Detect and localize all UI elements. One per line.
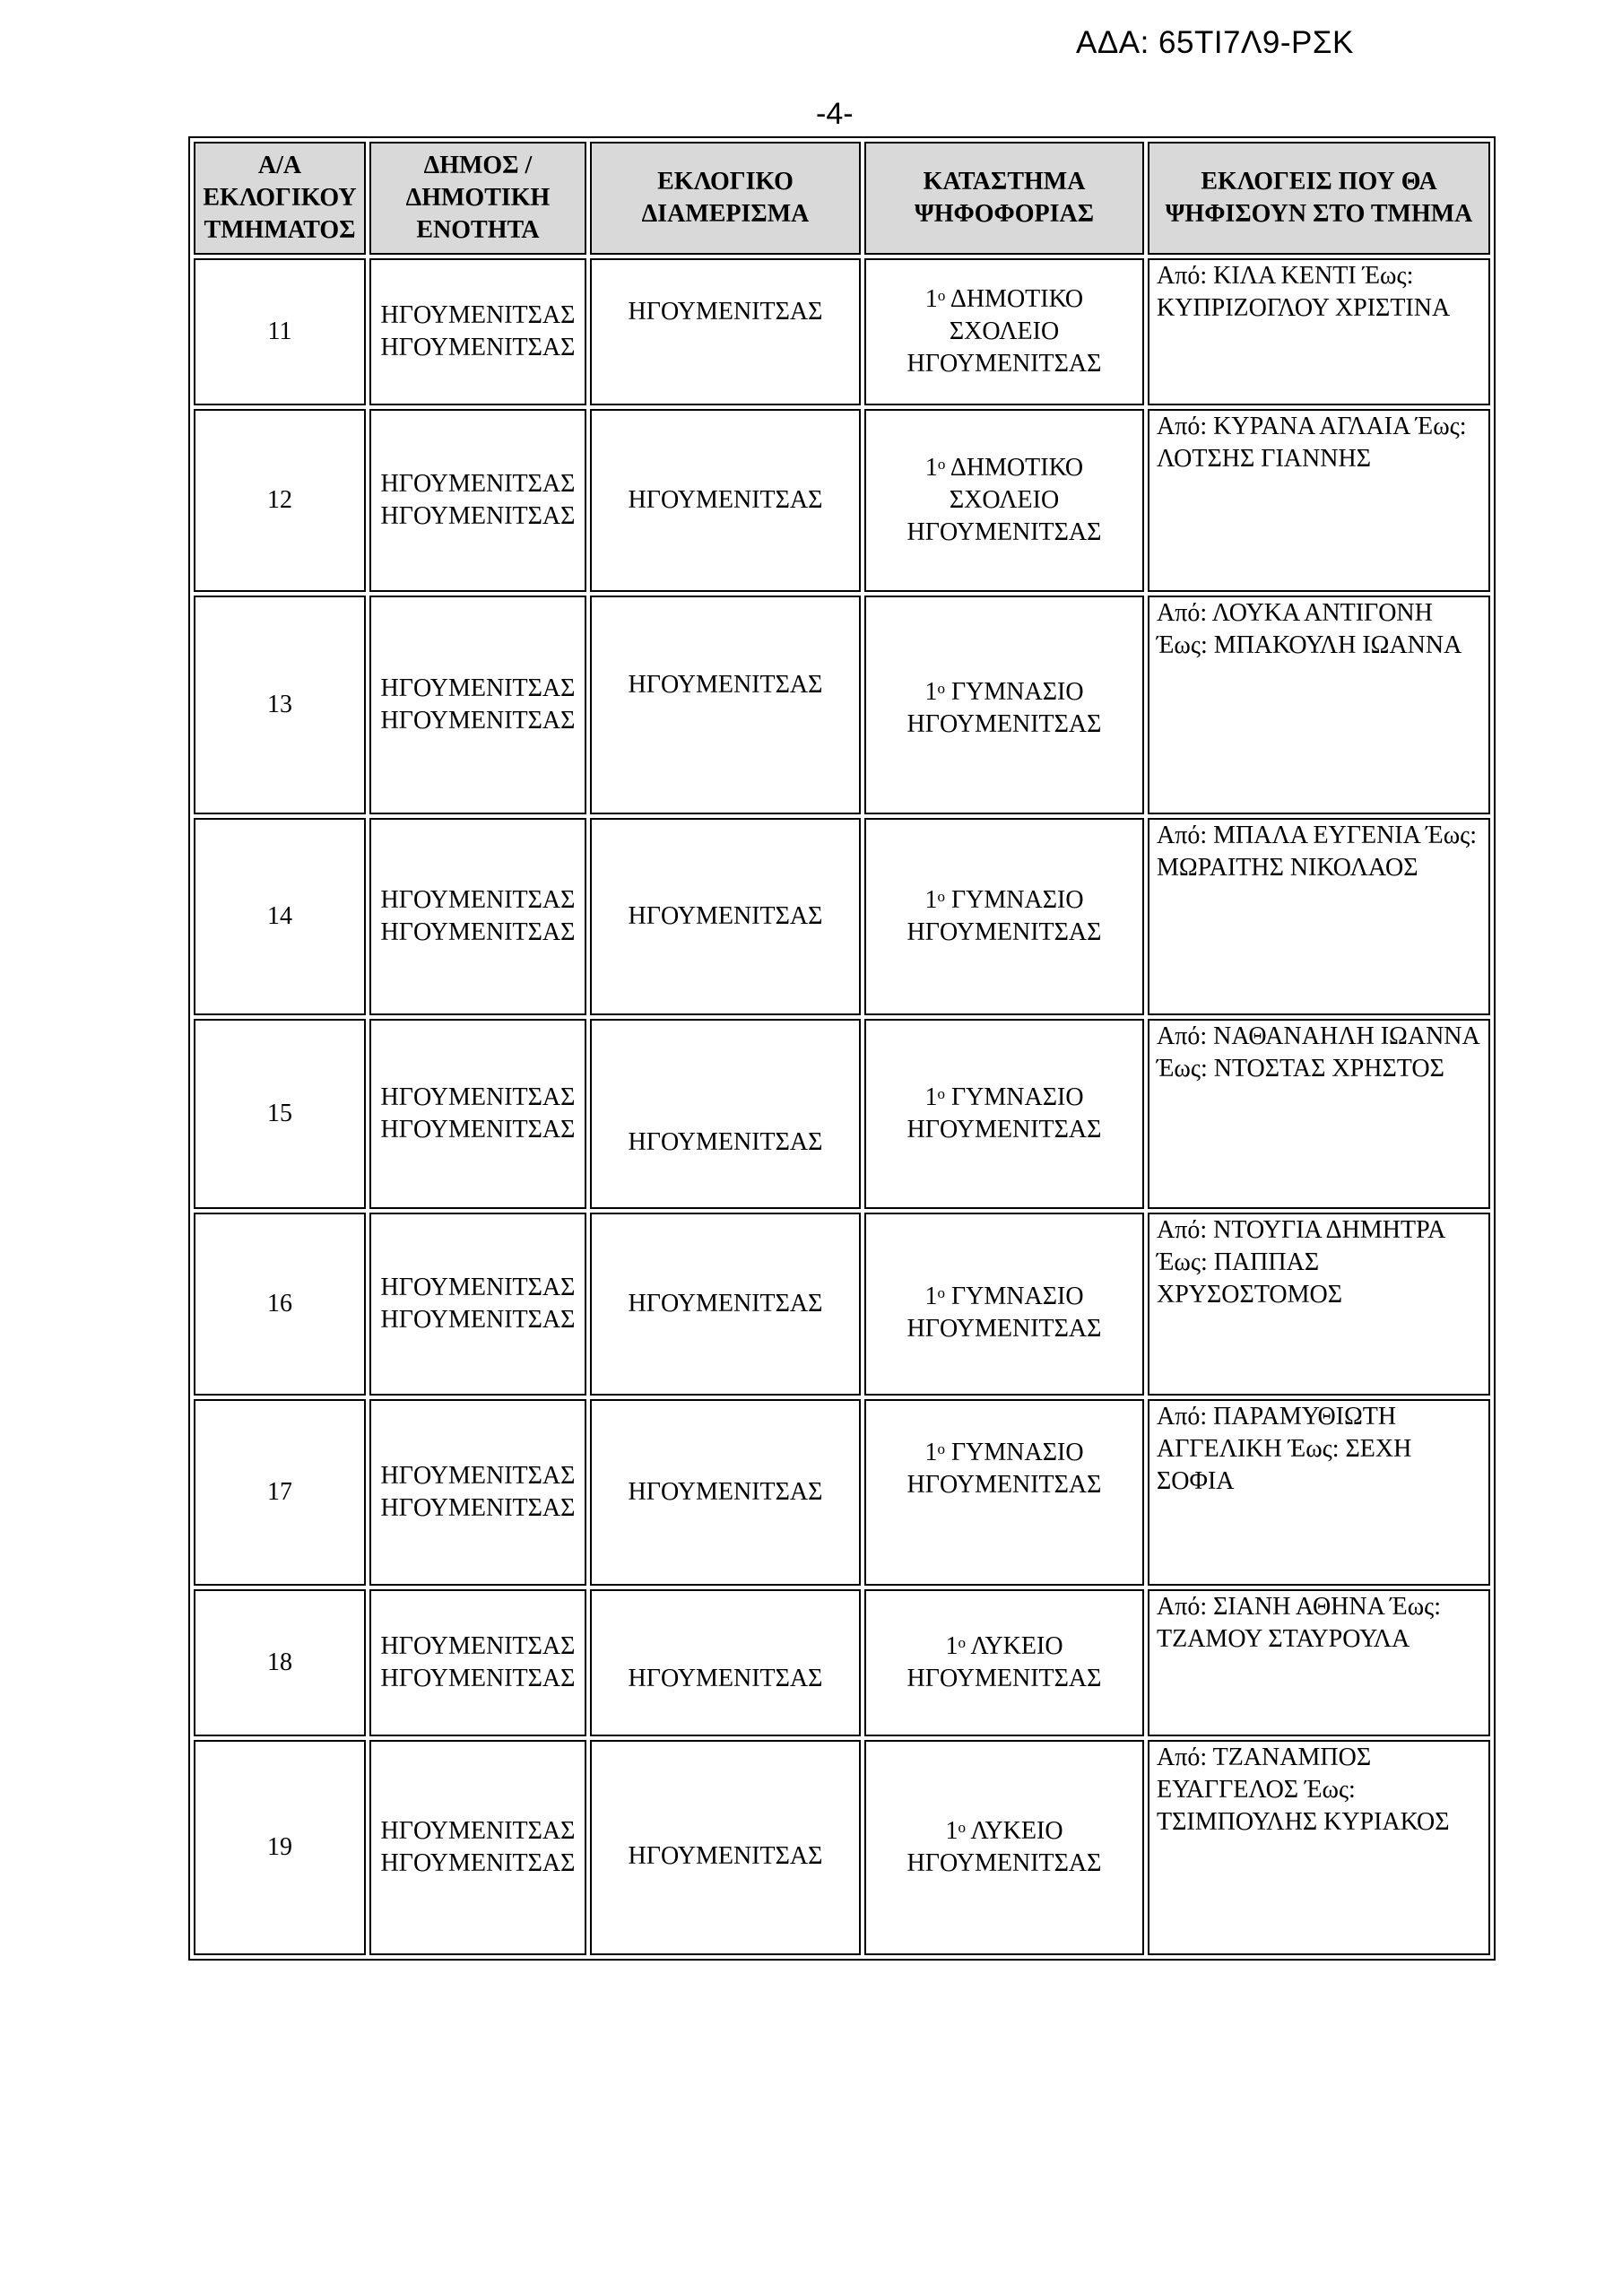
table-row [194, 818, 1490, 1015]
municipality-name: ΗΓΟΥΜΕΝΙΤΣΑΣ [380, 1817, 576, 1845]
municipality-name: ΗΓΟΥΜΕΝΙΤΣΑΣ [380, 886, 576, 914]
table-row [194, 1589, 1490, 1736]
section-number: 16 [194, 1213, 366, 1396]
polling-station: $1^o$ ΓΥΜΝΑΣΙΟ ΗΓΟΥΜΕΝΙΤΣΑΣ [864, 818, 1144, 1015]
municipality-cell [369, 596, 586, 814]
section-number: 19 [194, 1740, 366, 1955]
voters-range: Από: ΚΥΡΑΝΑ ΑΓΛΑΙΑ Έως: ΛΟΤΣΗΣ ΓΙΑΝΝΗΣ [1148, 409, 1490, 592]
voters-range: Από: ΜΠΑΛΑ ΕΥΓΕΝΙΑ Έως: ΜΩΡΑΙΤΗΣ ΝΙΚΟΛΑΟΣ [1148, 818, 1490, 1015]
table-row [194, 258, 1490, 405]
polling-station: $1^o$ ΓΥΜΝΑΣΙΟ ΗΓΟΥΜΕΝΙΤΣΑΣ [864, 596, 1144, 814]
municipality-cell [369, 1399, 586, 1586]
column-header: ΚΑΤΑΣΤΗΜΑ ΨΗΦΟΦΟΡΙΑΣ [864, 142, 1144, 255]
document-id: ΑΔΑ: 65ΤΙ7Λ9-ΡΣΚ [1076, 25, 1354, 60]
municipal-unit-name: ΗΓΟΥΜΕΝΙΤΣΑΣ [380, 918, 576, 946]
voters-range: Από: ΛΟΥΚΑ ΑΝΤΙΓΟΝΗ Έως: ΜΠΑΚΟΥΛΗ ΙΩΑΝΝΑ [1148, 596, 1490, 814]
polling-station: $1^o$ ΔΗΜΟΤΙΚΟ ΣΧΟΛΕΙΟ ΗΓΟΥΜΕΝΙΤΣΑΣ [864, 409, 1144, 592]
voters-range: Από: ΠΑΡΑΜΥΘΙΩΤΗ ΑΓΓΕΛΙΚΗ Έως: ΣΕΧΗ ΣΟΦΙΑ [1148, 1399, 1490, 1586]
column-header: ΕΚΛΟΓΕΙΣ ΠΟΥ ΘΑ ΨΗΦΙΣΟΥΝ ΣΤΟ ΤΜΗΜΑ [1148, 142, 1490, 255]
table-row [194, 1399, 1490, 1586]
polling-station: $1^o$ ΓΥΜΝΑΣΙΟ ΗΓΟΥΜΕΝΙΤΣΑΣ [864, 1213, 1144, 1396]
column-header: ΕΚΛΟΓΙΚΟ ΔΙΑΜΕΡΙΣΜΑ [590, 142, 861, 255]
municipality-name: ΗΓΟΥΜΕΝΙΤΣΑΣ [380, 674, 576, 702]
electoral-district: ΗΓΟΥΜΕΝΙΤΣΑΣ [590, 1399, 861, 1586]
voters-range: Από: ΤΖΑΝΑΜΠΟΣ ΕΥΑΓΓΕΛΟΣ Έως: ΤΣΙΜΠΟΥΛΗΣ ΚΥΡΙΑΚΟΣ [1148, 1740, 1490, 1955]
page-number: -4- [816, 97, 854, 131]
municipality-cell [369, 1213, 586, 1396]
polling-station: $1^o$ ΓΥΜΝΑΣΙΟ ΗΓΟΥΜΕΝΙΤΣΑΣ [864, 1399, 1144, 1586]
voters-range: Από: ΝΤΟΥΓΙΑ ΔΗΜΗΤΡΑ Έως: ΠΑΠΠΑΣ ΧΡΥΣΟΣΤΟΜΟΣ [1148, 1213, 1490, 1396]
municipality-name: ΗΓΟΥΜΕΝΙΤΣΑΣ [380, 1632, 576, 1660]
polling-sections-table [188, 136, 1496, 1961]
table-row [194, 1213, 1490, 1396]
electoral-district: ΗΓΟΥΜΕΝΙΤΣΑΣ [590, 596, 861, 814]
polling-station: $1^o$ ΛΥΚΕΙΟ ΗΓΟΥΜΕΝΙΤΣΑΣ [864, 1740, 1144, 1955]
section-number: 17 [194, 1399, 366, 1586]
voters-range: Από: ΝΑΘΑΝΑΗΛΗ ΙΩΑΝΝΑ Έως: ΝΤΟΣΤΑΣ ΧΡΗΣΤΟΣ [1148, 1019, 1490, 1209]
municipality-name: ΗΓΟΥΜΕΝΙΤΣΑΣ [380, 470, 576, 498]
municipality-name: ΗΓΟΥΜΕΝΙΤΣΑΣ [380, 1462, 576, 1490]
section-number: 11 [194, 258, 366, 405]
municipality-cell [369, 409, 586, 592]
table-row [194, 596, 1490, 814]
section-number: 12 [194, 409, 366, 592]
municipality-name: ΗΓΟΥΜΕΝΙΤΣΑΣ [380, 301, 576, 329]
municipal-unit-name: ΗΓΟΥΜΕΝΙΤΣΑΣ [380, 1665, 576, 1692]
municipal-unit-name: ΗΓΟΥΜΕΝΙΤΣΑΣ [380, 502, 576, 530]
electoral-district: ΗΓΟΥΜΕΝΙΤΣΑΣ [590, 818, 861, 1015]
municipal-unit-name: ΗΓΟΥΜΕΝΙΤΣΑΣ [380, 707, 576, 735]
municipality-cell [369, 1019, 586, 1209]
municipal-unit-name: ΗΓΟΥΜΕΝΙΤΣΑΣ [380, 1849, 576, 1877]
municipality-name: ΗΓΟΥΜΕΝΙΤΣΑΣ [380, 1274, 576, 1301]
municipality-cell [369, 818, 586, 1015]
column-header: ΔΗΜΟΣ / ΔΗΜΟΤΙΚΗ ΕΝΟΤΗΤΑ [369, 142, 586, 255]
municipal-unit-name: ΗΓΟΥΜΕΝΙΤΣΑΣ [380, 1494, 576, 1522]
polling-station: $1^o$ ΓΥΜΝΑΣΙΟ ΗΓΟΥΜΕΝΙΤΣΑΣ [864, 1019, 1144, 1209]
electoral-district: ΗΓΟΥΜΕΝΙΤΣΑΣ [590, 1019, 861, 1209]
table-header-row [194, 142, 1490, 255]
electoral-district: ΗΓΟΥΜΕΝΙΤΣΑΣ [590, 1589, 861, 1736]
municipality-cell [369, 258, 586, 405]
municipality-name: ΗΓΟΥΜΕΝΙΤΣΑΣ [380, 1083, 576, 1111]
section-number: 18 [194, 1589, 366, 1736]
electoral-district: ΗΓΟΥΜΕΝΙΤΣΑΣ [590, 1213, 861, 1396]
municipality-cell [369, 1589, 586, 1736]
electoral-district: ΗΓΟΥΜΕΝΙΤΣΑΣ [590, 258, 861, 405]
section-number: 14 [194, 818, 366, 1015]
column-header: Α/Α ΕΚΛΟΓΙΚΟΥ ΤΜΗΜΑΤΟΣ [194, 142, 366, 255]
polling-station: $1^o$ ΔΗΜΟΤΙΚΟ ΣΧΟΛΕΙΟ ΗΓΟΥΜΕΝΙΤΣΑΣ [864, 258, 1144, 405]
table-row [194, 409, 1490, 592]
municipal-unit-name: ΗΓΟΥΜΕΝΙΤΣΑΣ [380, 1306, 576, 1334]
section-number: 13 [194, 596, 366, 814]
table-row [194, 1740, 1490, 1955]
polling-station: $1^o$ ΛΥΚΕΙΟ ΗΓΟΥΜΕΝΙΤΣΑΣ [864, 1589, 1144, 1736]
table-row [194, 1019, 1490, 1209]
voters-range: Από: ΣΙΑΝΗ ΑΘΗΝΑ Έως: ΤΖΑΜΟΥ ΣΤΑΥΡΟΥΛΑ [1148, 1589, 1490, 1736]
section-number: 15 [194, 1019, 366, 1209]
electoral-district: ΗΓΟΥΜΕΝΙΤΣΑΣ [590, 1740, 861, 1955]
municipal-unit-name: ΗΓΟΥΜΕΝΙΤΣΑΣ [380, 334, 576, 361]
municipality-cell [369, 1740, 586, 1955]
voters-range: Από: ΚΙΛΑ ΚΕΝΤΙ Έως: ΚΥΠΡΙΖΟΓΛΟΥ ΧΡΙΣΤΙΝΑ [1148, 258, 1490, 405]
municipal-unit-name: ΗΓΟΥΜΕΝΙΤΣΑΣ [380, 1116, 576, 1144]
electoral-district: ΗΓΟΥΜΕΝΙΤΣΑΣ [590, 409, 861, 592]
